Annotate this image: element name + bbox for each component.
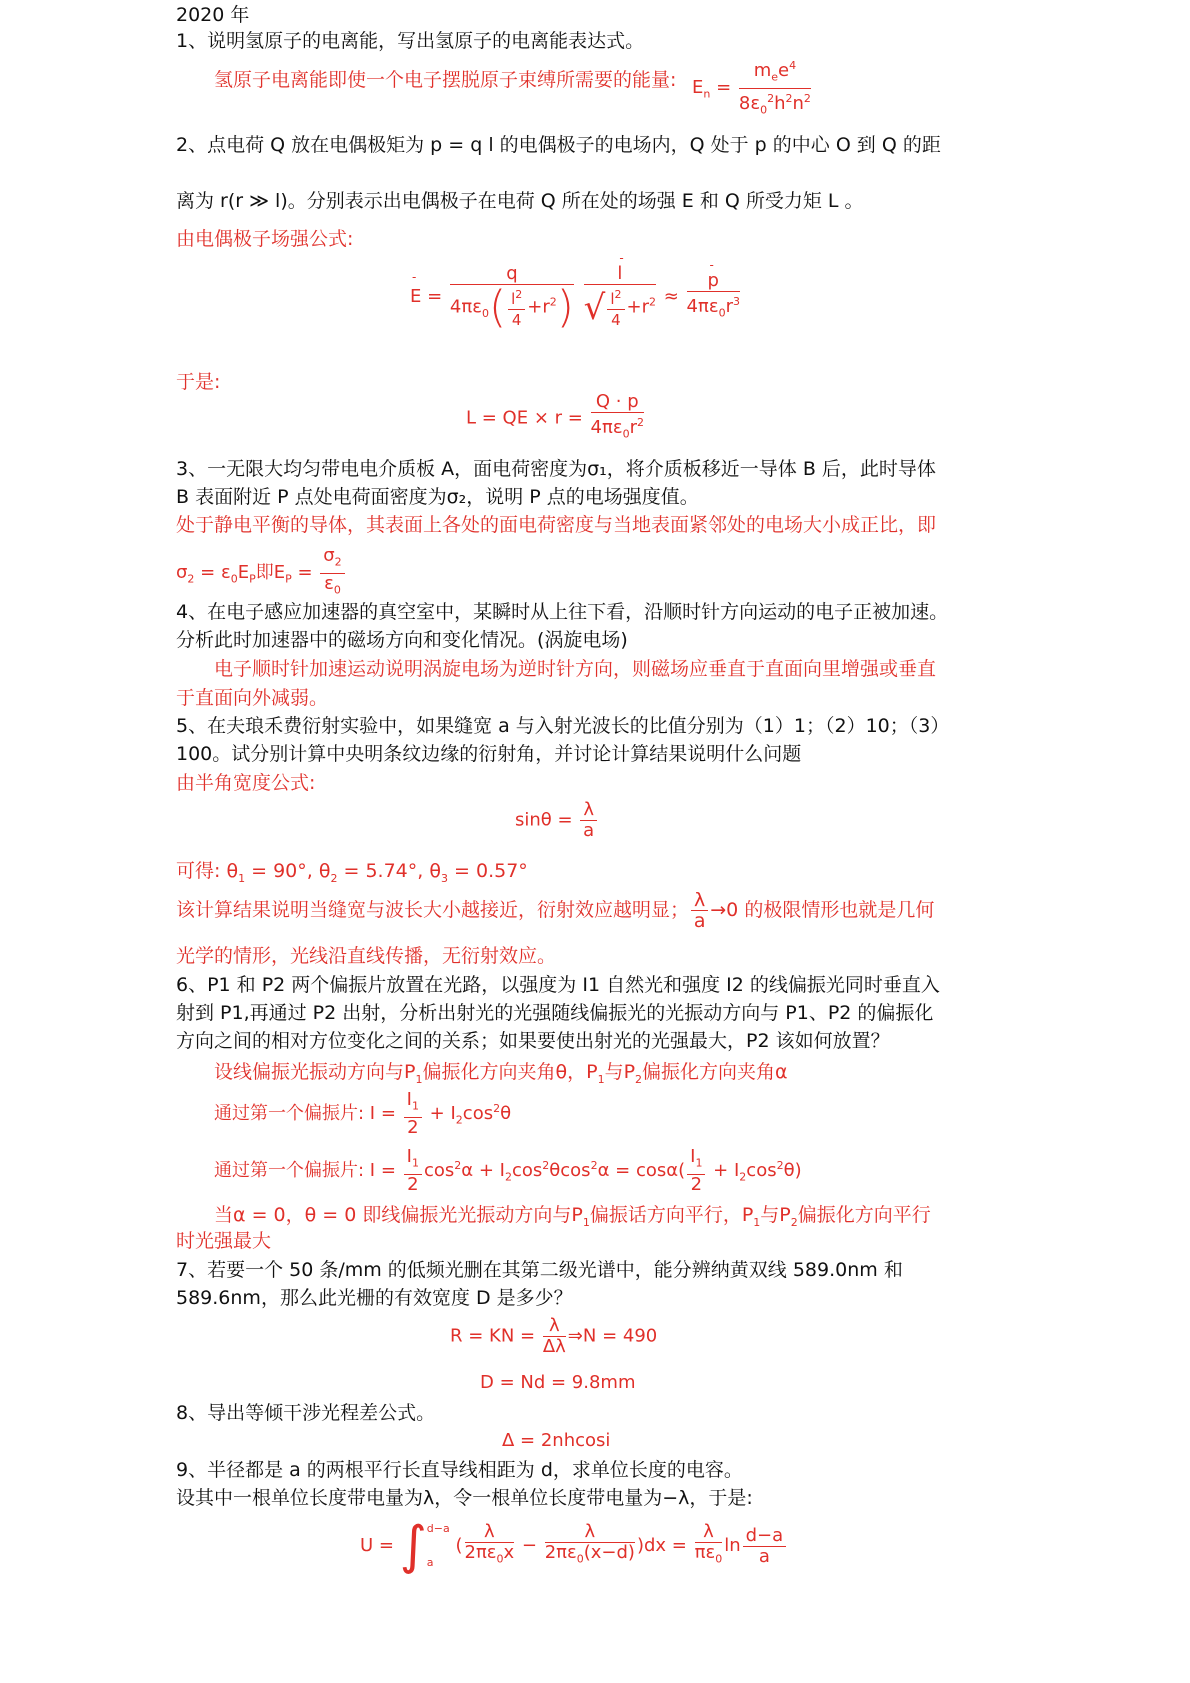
q3-formula: $\sigma_2 = \varepsilon_0E_P$即$E_P$ = $\frac{\sigma_2}{\varepsilon_0}$ [176, 546, 347, 600]
q6-step1: 通过第一个偏振片: I = $\frac{I_1}{2}$ + $I_2\cos^2\theta$ [214, 1089, 512, 1138]
q5-result: 可得: $\theta_1 = 90^\circ$, $\theta_2 = 5.74^\circ$, $\theta_3 = 0.57^\circ$ [176, 860, 528, 885]
q6-question-line3: 方向之间的相对方位变化之间的关系；如果要使出射光的光强最大，P2 该如何放置？ [176, 1030, 890, 1052]
q4-answer-line2: 于直面向外减弱。 [176, 687, 329, 709]
q5-question-line2: 100。试分别计算中央明条纹边缘的衍射角，并讨论计算结果说明什么问题 [176, 743, 802, 765]
q1-question: 1、说明氢原子的电离能，写出氢原子的电离能表达式。 [176, 30, 645, 52]
q5-conclusion-text-a: 该计算结果说明当缝宽与波长大小越接近，衍射效应越明显； [176, 899, 690, 921]
q8-formula: Δ = 2nhcosi [502, 1430, 611, 1451]
q2-so: 于是: [176, 371, 221, 393]
q9-question: 9、半径都是 a 的两根平行长直导线相距为 d，求单位长度的电容。 [176, 1459, 743, 1481]
q6-step1-label: 通过第一个偏振片: [214, 1102, 365, 1124]
q2-formula-e: - E = q $4\pi\varepsilon_0$( $\frac{l^2}{4}$ $+r^2$) - l √ $\frac{l^2}{4}$ $+r^2$ ≈ - $\frac{p}{4\pi\varepsilon_0r^3}$ [410, 264, 742, 330]
q1-formula: $E_n$ = $\frac{m_ee^4}{8\varepsilon_0^2h^2n^2}$ [692, 56, 813, 120]
q6-answer-setup: 设线偏振光振动方向与$P_1$偏振化方向夹角θ，$P_1$与$P_2$偏振化方向夹角α [214, 1061, 788, 1086]
q5-conclusion-line2: 光学的情形，光线沿直线传播，无衍射效应。 [176, 945, 557, 967]
q3-question-line2: B 表面附近 P 点处电荷面密度为σ₂，说明 P 点的电场强度值。 [176, 486, 699, 508]
q4-question-line1: 4、在电子感应加速器的真空室中，某瞬时从上往下看，沿顺时针方向运动的电子正被加速。 [176, 601, 949, 623]
q3-question-line1: 3、一无限大均匀带电电介质板 A，面电荷密度为σ₁，将介质板移近一导体 B 后，此时导体 [176, 458, 936, 480]
q2-formula-l: L = QE × r = $\frac{Q \cdot p}{4\pi\varepsilon_0r^2}$ [466, 391, 644, 441]
q6-answer-line2: 时光强最大 [176, 1230, 272, 1252]
q5-question-line1: 5、在夫琅禾费衍射实验中，如果缝宽 a 与入射光波长的比值分别为（1）1；（2）10；（3） [176, 715, 950, 737]
q9-setup: 设其中一根单位长度带电量为λ，令一根单位长度带电量为−λ，于是: [176, 1487, 753, 1509]
q4-answer-line1: 电子顺时针加速运动说明涡旋电场为逆时针方向，则磁场应垂直于直面向里增强或垂直 [214, 658, 937, 680]
q2-answer-intro: 由电偶极子场强公式: [176, 228, 354, 250]
q7-question-line2: 589.6nm，那么此光栅的有效宽度 D 是多少？ [176, 1287, 573, 1309]
q4-question-line2: 分析此时加速器中的磁场方向和变化情况。(涡旋电场) [176, 629, 628, 651]
q6-answer-line1: 当α = 0，θ = 0 即线偏振光光振动方向与$P_1$偏振话方向平行，$P_1$与$P_2$偏振化方向平行 [214, 1204, 931, 1229]
q3-answer-line1: 处于静电平衡的导体，其表面上各处的面电荷密度与当地表面紧邻处的电场大小成正比，即 [176, 514, 937, 536]
q1-answer-text: 氢原子电离能即使一个电子摆脱原子束缚所需要的能量: [214, 69, 677, 91]
q7-formula2: D = Nd = 9.8mm [480, 1372, 636, 1393]
q2-question-line1: 2、点电荷 Q 放在电偶极矩为 p = q l 的电偶极子的电场内，Q 处于 p 的中心 O 到 Q 的距 [176, 134, 941, 156]
q6-step2: 通过第一个偏振片: I = $\frac{I_1}{2}$ $\cos^2\alpha + I_2\cos^2\theta\cos^2\alpha = \cos\alpha$( $\frac{I_1}{2}$ + $I_2\cos^2\theta$) [214, 1146, 802, 1195]
q2-question-line2: 离为 r(r ≫ l)。分别表示出电偶极子在电荷 Q 所在处的场强 E 和 Q 所受力矩 L 。 [176, 190, 864, 212]
q7-question-line1: 7、若要一个 50 条/mm 的低频光删在其第二级光谱中，能分辨纳黄双线 589.0nm 和 [176, 1259, 903, 1281]
q6-question-line1: 6、P1 和 P2 两个偏振片放置在光路，以强度为 I1 自然光和强度 I2 的线偏振光同时垂直入 [176, 974, 940, 996]
q5-conclusion-text-b: →0 的极限情形也就是几何 [710, 899, 935, 921]
q5-formula: sinθ = $\frac{\lambda}{a}$ [515, 800, 599, 841]
year-label: 2020 年 [176, 4, 250, 26]
q6-question-line2: 射到 P1,再通过 P2 出射，分析出射光的光强随线偏振光的光振动方向与 P1、P2 的偏振化 [176, 1002, 934, 1024]
q6-step2-label: 通过第一个偏振片: [214, 1159, 365, 1181]
q5-answer-intro: 由半角宽度公式: [176, 772, 316, 794]
q7-formula1: R = KN = $\frac{\lambda}{\Delta\lambda}$ ⇒N = 490 [450, 1315, 658, 1357]
q5-conclusion-line1: 该计算结果说明当缝宽与波长大小越接近，衍射效应越明显； $\frac{\lambda}{a}$ →0 的极限情形也就是几何 [176, 889, 935, 932]
q8-question: 8、导出等倾干涉光程差公式。 [176, 1402, 436, 1424]
q9-formula: U = ∫ d−a a ( $\frac{\lambda}{2\pi\varepsilon_0x}$ − $\frac{\lambda}{2\pi\varepsilon_0(x-d)}$ )dx = $\frac{\lambda}{\pi\varepsilon_0}$ ln $\frac{d-a}{a}$ [360, 1512, 788, 1580]
